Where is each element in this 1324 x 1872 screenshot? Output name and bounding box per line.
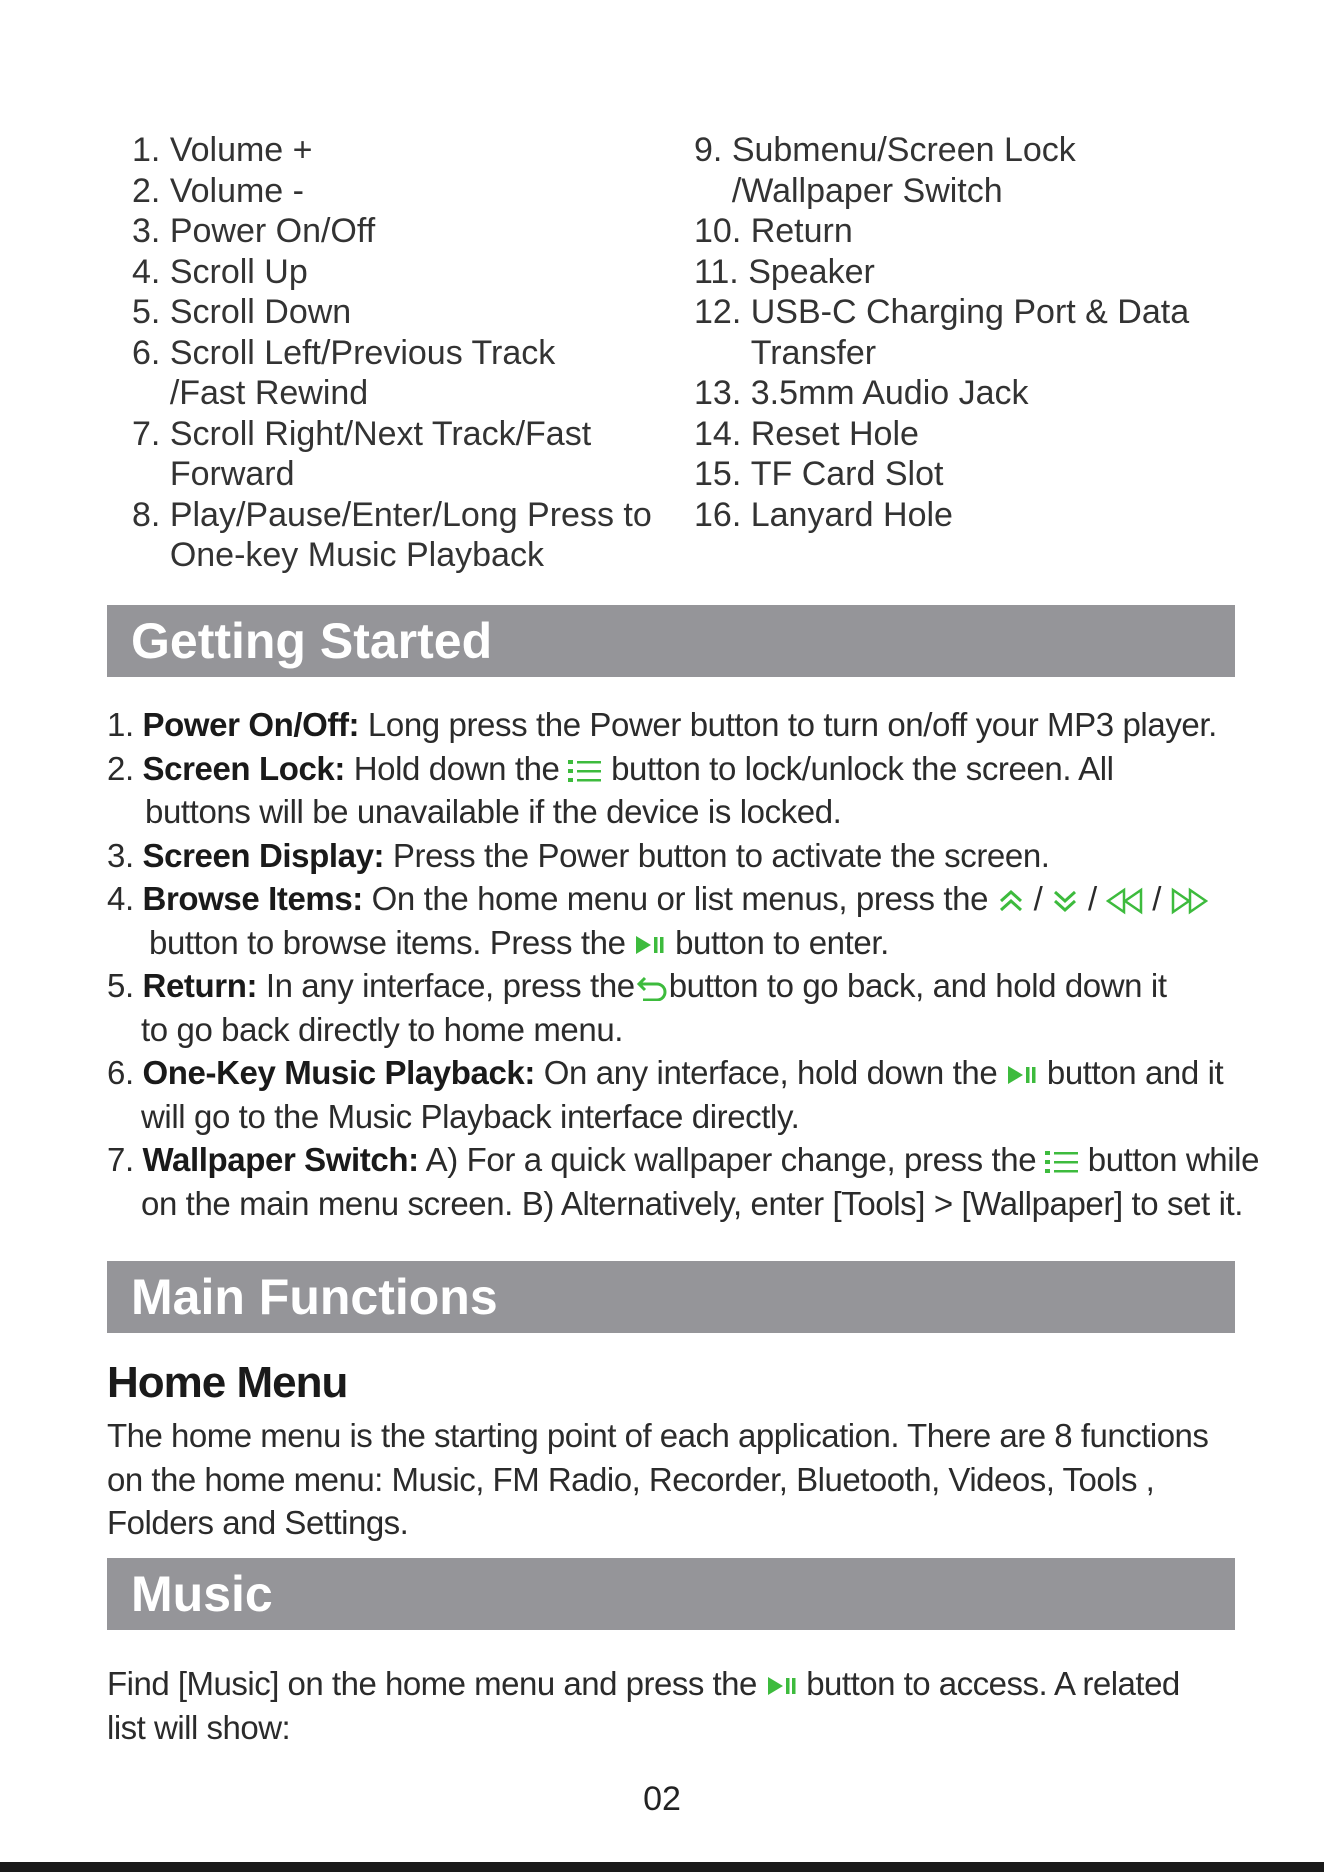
item-number: 1.: [132, 131, 170, 169]
item-text: button to lock/unlock the screen. All: [602, 749, 1114, 787]
item-line: Transfer: [750, 333, 877, 372]
item-text: In any interface, press the: [257, 967, 635, 1004]
return-icon: [635, 975, 669, 1001]
list-item: [694, 292, 1254, 373]
item-number: 10.: [694, 212, 751, 250]
list-item: [132, 292, 672, 333]
item-text-continued: to go back directly to home menu.: [141, 1010, 624, 1048]
item-line: /Wallpaper Switch: [731, 171, 1003, 210]
item-label: Return:: [142, 967, 258, 1004]
getting-started-list: [107, 703, 1267, 1225]
item-number: 6.: [107, 1054, 134, 1091]
item-label: Screen Display:: [142, 836, 385, 874]
section-header-main-functions: Main Functions: [107, 1261, 1235, 1333]
list-item: [132, 414, 672, 495]
list-item: [132, 252, 672, 293]
item-line: Power On/Off: [169, 212, 376, 250]
play-pause-icon: [1006, 1063, 1038, 1087]
item-text: [170, 130, 672, 171]
paragraph-text: Find [Music] on the home menu and press the: [107, 1665, 766, 1702]
item-text: Press the Power button to activate the screen.: [384, 836, 1050, 874]
item-text: [170, 414, 672, 495]
list-item: [694, 414, 1254, 455]
rewind-icon: [1106, 887, 1144, 915]
list-item: [694, 454, 1254, 495]
list-item: [107, 834, 1267, 878]
item-number: 5.: [107, 967, 134, 1004]
play-pause-icon: [766, 1674, 798, 1698]
item-text: [170, 292, 672, 333]
item-text: [751, 211, 1254, 252]
list-item: [132, 211, 672, 252]
play-pause-icon: [634, 933, 666, 957]
item-label: One-Key Music Playback:: [142, 1054, 535, 1091]
item-line: TF Card Slot: [750, 455, 944, 493]
item-text-continued: buttons will be unavailable if the device is locked.: [145, 793, 842, 830]
list-item: [694, 373, 1254, 414]
paragraph-line: Folders and Settings.: [107, 1504, 409, 1541]
item-line: Volume +: [169, 131, 313, 169]
bottom-edge: [0, 1862, 1324, 1872]
music-description: [107, 1662, 1257, 1749]
item-line: Play/Pause/Enter/Long Press to: [169, 495, 652, 534]
item-number: 11.: [694, 252, 749, 291]
list-item: [694, 130, 1254, 211]
separator: /: [1079, 880, 1097, 917]
item-number: 14.: [694, 414, 751, 453]
item-number: 3.: [107, 836, 134, 874]
list-item: [107, 964, 1267, 1051]
item-text: [170, 211, 672, 252]
paragraph-line: The home menu is the starting point of each application. There are 8 functions: [107, 1417, 1209, 1454]
item-text-continued: on the main menu screen. B) Alternatively, enter [Tools] > [Wallpaper] to set it.: [141, 1184, 1244, 1222]
item-line: Reset Hole: [750, 414, 919, 453]
item-line: USB-C Charging Port & Data: [750, 293, 1190, 331]
item-text: On any interface, hold down the: [534, 1054, 1007, 1091]
item-text: button and it: [1038, 1054, 1224, 1091]
item-line: /Fast Rewind: [169, 374, 369, 412]
item-text: [751, 373, 1254, 414]
item-number: 4.: [132, 252, 170, 291]
item-line: Forward: [169, 455, 295, 493]
item-number: 6.: [132, 333, 170, 372]
paragraph-line: on the home menu: Music, FM Radio, Recorder, Bluetooth, Videos, Tools ,: [107, 1460, 1155, 1498]
list-item: [107, 877, 1267, 964]
item-line: Lanyard Hole: [750, 495, 953, 534]
item-text: On the home menu or list menus, press the: [362, 880, 997, 917]
item-line: One-key Music Playback: [169, 536, 544, 574]
item-number: 9.: [694, 131, 732, 169]
item-number: 3.: [132, 212, 170, 250]
item-text: [748, 252, 1254, 293]
item-text: [170, 495, 672, 576]
item-text: [751, 414, 1254, 455]
item-text: [751, 495, 1254, 536]
item-label: Wallpaper Switch:: [142, 1141, 419, 1178]
list-item: [132, 495, 672, 576]
item-number: 12.: [694, 293, 751, 331]
home-menu-description: [107, 1414, 1257, 1545]
item-number: 4.: [107, 880, 134, 917]
item-text: [170, 252, 672, 293]
item-line: Submenu/Screen Lock: [731, 131, 1076, 169]
separator: /: [1024, 880, 1043, 917]
list-item: [107, 703, 1267, 747]
paragraph-line: [107, 1662, 1257, 1706]
item-text: [751, 454, 1254, 495]
item-text: [751, 292, 1254, 373]
item-text: [732, 130, 1254, 211]
separator: /: [1143, 880, 1162, 917]
menu-list-icon: [1045, 1148, 1079, 1176]
item-number: 15.: [694, 455, 751, 493]
item-text: button while: [1078, 1141, 1260, 1178]
item-text-continued: will go to the Music Playback interface directly.: [141, 1097, 800, 1135]
item-label: Screen Lock:: [142, 749, 345, 787]
item-number: 7.: [132, 414, 170, 453]
double-chevron-up-icon: [997, 888, 1025, 914]
item-number: 2.: [132, 171, 170, 210]
list-item: [107, 1051, 1267, 1138]
paragraph-text: button to access. A related: [797, 1665, 1180, 1702]
item-text: A) For a quick wallpaper change, press the: [418, 1141, 1037, 1178]
item-number: 16.: [694, 495, 751, 534]
item-text: button to go back, and hold down it: [668, 967, 1167, 1004]
home-menu-title: Home Menu: [107, 1358, 348, 1407]
item-text: Long press the Power button to turn on/off your MP3 player.: [359, 706, 1217, 743]
item-number: 5.: [132, 293, 170, 331]
item-text: button to enter.: [666, 923, 889, 961]
item-text: [170, 171, 672, 212]
list-item: [694, 211, 1254, 252]
item-number: 2.: [107, 749, 134, 787]
item-text: button to browse items. Press the: [149, 923, 635, 961]
item-number: 7.: [107, 1141, 134, 1178]
item-line: Scroll Up: [169, 252, 308, 291]
item-line: Scroll Left/Previous Track: [169, 333, 556, 372]
item-line: Return: [750, 212, 853, 250]
item-text: [170, 333, 672, 414]
parts-list-left: [132, 130, 672, 576]
section-header-getting-started: Getting Started: [107, 605, 1235, 677]
item-label: Browse Items:: [142, 880, 363, 917]
item-line: 3.5mm Audio Jack: [750, 374, 1029, 412]
menu-list-icon: [568, 757, 602, 785]
item-number: 8.: [132, 495, 170, 534]
parts-list-right: [694, 130, 1254, 535]
list-item: [694, 495, 1254, 536]
section-header-music: Music: [107, 1558, 1235, 1630]
page-number: 02: [643, 1780, 681, 1818]
list-item: [694, 252, 1254, 293]
double-chevron-down-icon: [1051, 888, 1079, 914]
list-item: [132, 171, 672, 212]
item-line: Scroll Right/Next Track/Fast: [169, 414, 592, 453]
list-item: [132, 333, 672, 414]
item-line: Speaker: [748, 252, 875, 291]
item-line: Volume -: [169, 171, 304, 210]
item-number: 1.: [107, 706, 134, 743]
list-item: [107, 1138, 1267, 1225]
list-item: [107, 747, 1267, 834]
item-label: Power On/Off:: [142, 706, 360, 743]
list-item: [132, 130, 672, 171]
fast-forward-icon: [1170, 887, 1208, 915]
item-text-continued: [107, 921, 1267, 965]
item-line: Scroll Down: [169, 293, 352, 331]
item-number: 13.: [694, 374, 751, 412]
item-text: Hold down the: [344, 749, 560, 787]
paragraph-line: list will show:: [107, 1708, 291, 1746]
